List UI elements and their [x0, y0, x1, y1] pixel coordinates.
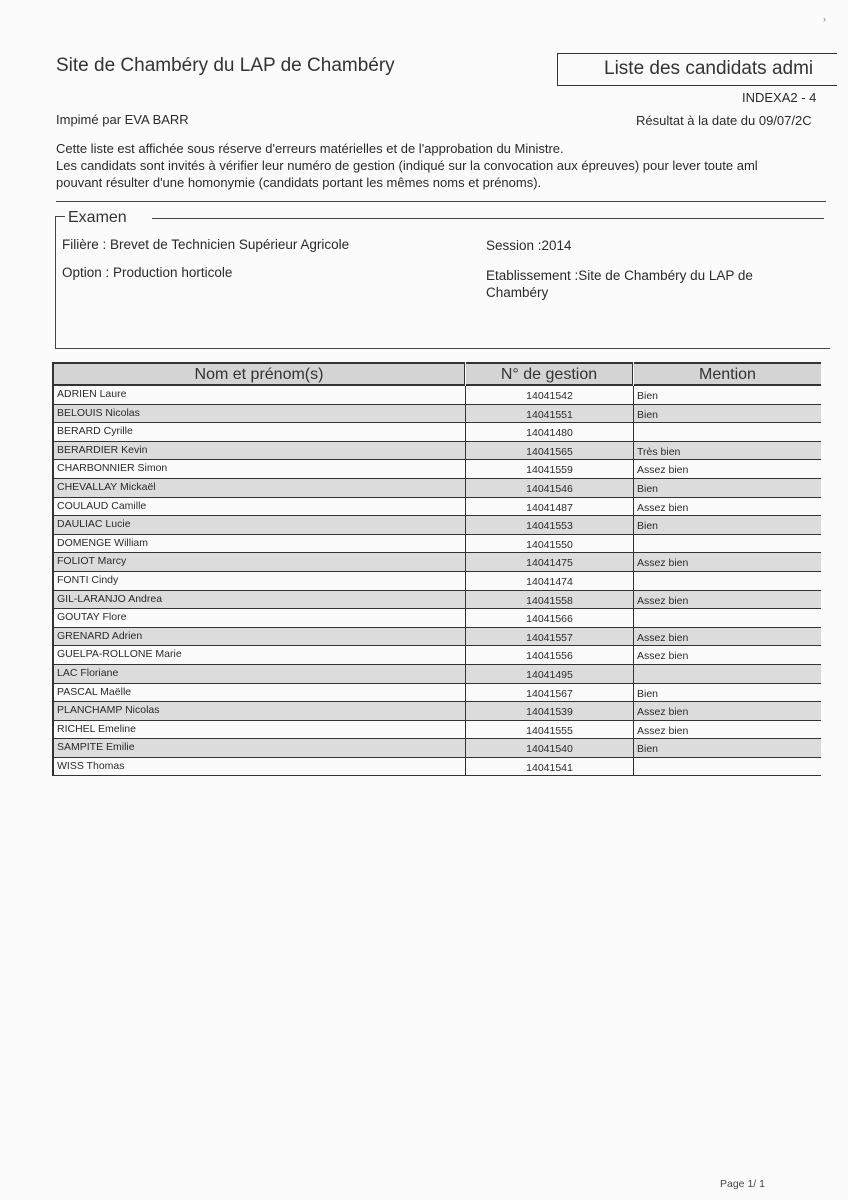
site-title: Site de Chambéry du LAP de Chambéry	[56, 55, 395, 76]
table-row	[52, 739, 821, 758]
gestion-number: 14041559	[466, 460, 634, 478]
table-row	[52, 628, 821, 647]
gestion-number: 14041475	[466, 553, 634, 571]
divider	[152, 218, 824, 219]
table-row	[52, 758, 821, 777]
gestion-number: 14041550	[466, 535, 634, 553]
table-row	[52, 572, 821, 591]
gestion-number: 14041553	[466, 516, 634, 534]
candidate-name: BERARD Cyrille	[52, 423, 466, 441]
disclaimer-line: pouvant résulter d'une homonymie (candidats portant les mêmes noms et prénoms).	[56, 175, 542, 190]
mention	[634, 609, 821, 627]
candidate-name: DOMENGE William	[52, 535, 466, 553]
gestion-number: 14041474	[466, 572, 634, 590]
table-row	[52, 460, 821, 479]
candidate-name: SAMPITE Emilie	[52, 739, 466, 757]
gestion-number: 14041495	[466, 665, 634, 683]
document-code: INDEXA2 - 4	[742, 90, 817, 105]
disclaimer-line: Cette liste est affichée sous réserve d'erreurs matérielles et de l'approbation du Ministre.	[56, 141, 564, 156]
page-number: Page 1/ 1	[720, 1178, 765, 1190]
gestion-number: 14041540	[466, 739, 634, 757]
candidate-name: ADRIEN Laure	[52, 386, 466, 404]
gestion-number: 14041556	[466, 646, 634, 664]
table-row	[52, 684, 821, 703]
mention	[634, 423, 821, 441]
result-date: Résultat à la date du 09/07/2C	[636, 113, 812, 128]
candidate-name: GRENARD Adrien	[52, 628, 466, 646]
mention: Assez bien	[637, 557, 689, 570]
mention: Bien	[637, 743, 659, 756]
table-row	[52, 702, 821, 721]
table-row	[52, 479, 821, 498]
mention: Assez bien	[637, 501, 689, 514]
divider	[55, 216, 65, 217]
column-header-mention: Mention	[634, 362, 821, 386]
exam-label: Examen	[66, 209, 131, 227]
gestion-number: 14041567	[466, 684, 634, 702]
candidates-table-body	[52, 386, 821, 776]
printed-by: Impimé par EVA BARR	[56, 112, 189, 127]
gestion-number: 14041566	[466, 609, 634, 627]
candidate-name: GUELPA-ROLLONE Marie	[52, 646, 466, 664]
gestion-number: 14041539	[466, 702, 634, 720]
candidate-name: LAC Floriane	[52, 665, 466, 683]
candidate-name: CHEVALLAY Mickaël	[52, 479, 466, 497]
candidate-name: GOUTAY Flore	[52, 609, 466, 627]
column-header-gestion: N° de gestion	[466, 362, 633, 386]
exam-session: Session :2014	[486, 238, 572, 253]
exam-option: Option : Production horticole	[62, 265, 233, 280]
mention: Très bien	[637, 445, 681, 458]
divider	[56, 201, 826, 202]
mention: Bien	[637, 520, 659, 533]
list-title: Liste des candidats admi	[604, 58, 814, 79]
exam-etablissement: Etablissement :Site de Chambéry du LAP de Chambéry	[486, 268, 753, 300]
candidate-name: CHARBONNIER Simon	[52, 460, 466, 478]
candidate-name: PASCAL Maëlle	[52, 684, 466, 702]
mention	[634, 665, 821, 683]
mention	[634, 535, 821, 553]
table-row	[52, 516, 821, 535]
candidate-name: DAULIAC Lucie	[52, 516, 466, 534]
candidate-name: BELOUIS Nicolas	[52, 405, 466, 423]
mention: Assez bien	[637, 594, 689, 607]
candidate-name: BERARDIER Kevin	[52, 442, 466, 460]
mention: Assez bien	[637, 724, 689, 737]
gestion-number: 14041480	[466, 423, 634, 441]
disclaimer-line: Les candidats sont invités à vérifier leur numéro de gestion (indiqué sur la convocation aux épreuves) pour lever toute aml	[56, 158, 758, 173]
gestion-number: 14041541	[466, 758, 634, 776]
scan-mark: ›	[823, 14, 826, 24]
mention: Bien	[637, 408, 659, 421]
table-row	[52, 423, 821, 442]
mention: Assez bien	[637, 650, 689, 663]
column-header-name: Nom et prénom(s)	[52, 362, 465, 386]
mention: Bien	[637, 390, 659, 402]
exam-filiere: Filière : Brevet de Technicien Supérieur Agricole	[62, 237, 350, 252]
candidate-name: WISS Thomas	[52, 758, 466, 776]
candidate-name: COULAUD Camille	[52, 498, 466, 516]
table-row	[52, 609, 821, 628]
disclaimer	[56, 140, 848, 191]
candidate-name: GIL-LARANJO Andrea	[52, 591, 466, 609]
table-row	[52, 665, 821, 684]
table-row	[52, 442, 821, 461]
table-row	[52, 386, 821, 405]
mention: Assez bien	[637, 464, 689, 477]
mention: Bien	[637, 687, 659, 700]
gestion-number: 14041551	[466, 405, 634, 423]
table-row	[52, 646, 821, 665]
mention	[634, 572, 821, 590]
table-row	[52, 405, 821, 424]
table-row	[52, 721, 821, 740]
mention: Assez bien	[637, 631, 689, 644]
table-row	[52, 591, 821, 610]
candidate-name: FONTI Cindy	[52, 572, 466, 590]
mention	[634, 758, 821, 776]
table-row	[52, 535, 821, 554]
gestion-number: 14041565	[466, 442, 634, 460]
candidate-name: RICHEL Emeline	[52, 721, 466, 739]
gestion-number: 14041557	[466, 628, 634, 646]
gestion-number: 14041487	[466, 498, 634, 516]
gestion-number: 14041542	[466, 386, 634, 404]
candidate-name: FOLIOT Marcy	[52, 553, 466, 571]
mention: Assez bien	[637, 706, 689, 719]
table-row	[52, 498, 821, 517]
gestion-number: 14041558	[466, 591, 634, 609]
table-row	[52, 553, 821, 572]
gestion-number: 14041555	[466, 721, 634, 739]
candidate-name: PLANCHAMP Nicolas	[52, 702, 466, 720]
mention: Bien	[637, 482, 659, 495]
gestion-number: 14041546	[466, 479, 634, 497]
